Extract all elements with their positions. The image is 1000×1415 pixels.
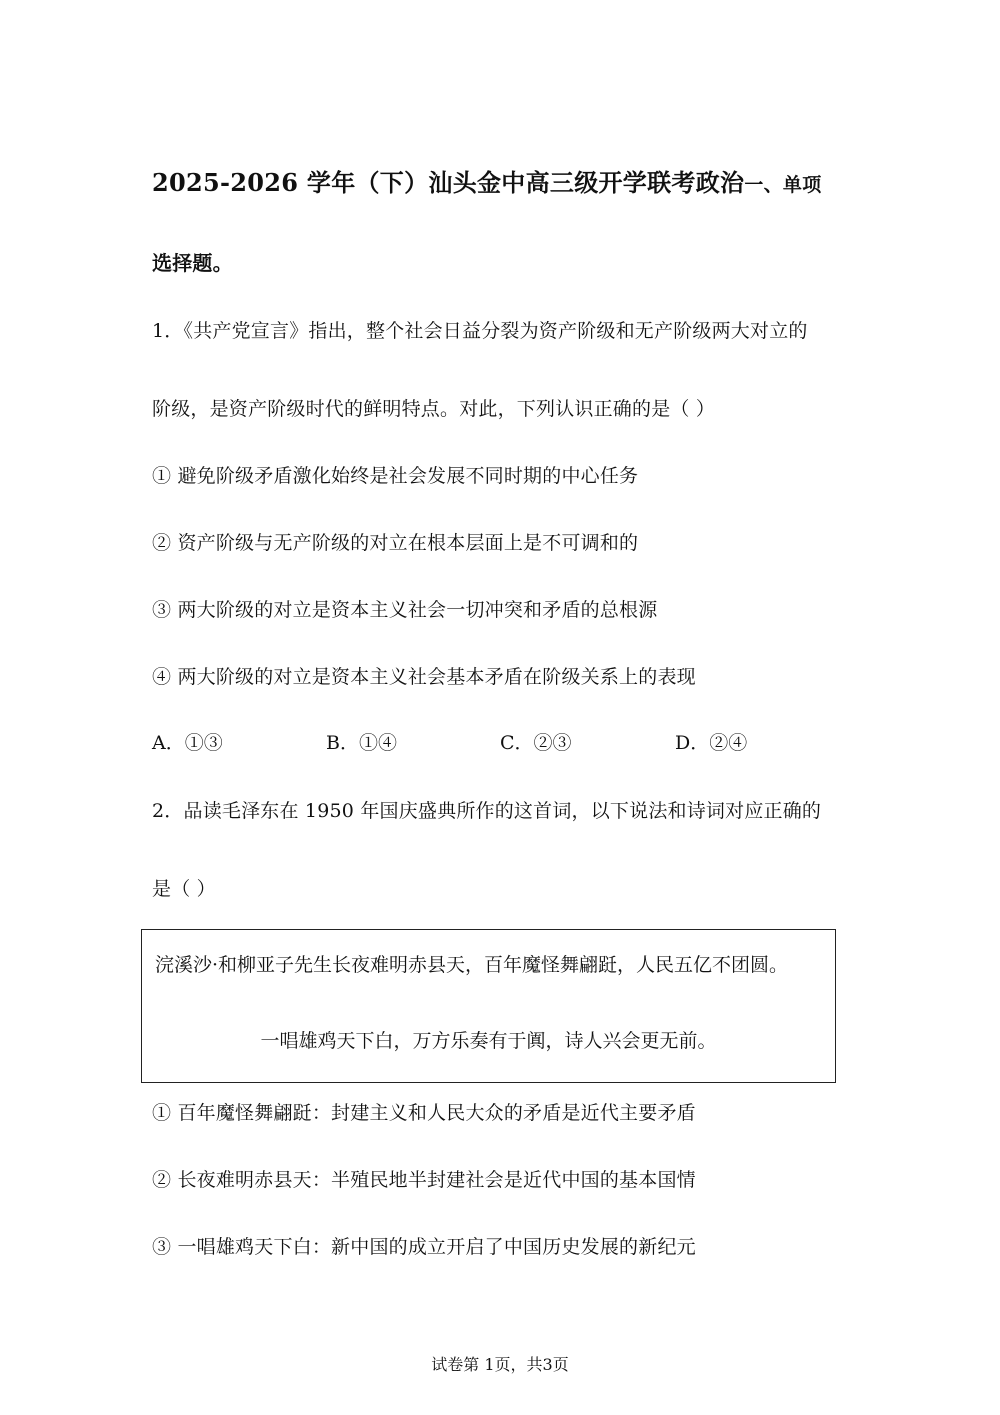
q2-item-2: ② 长夜难明赤县天：半殖民地半封建社会是近代中国的基本国情 (152, 1169, 696, 1191)
q1-stem-line1: 1．《共产党宣言》指出，整个社会日益分裂为资产阶级和无产阶级两大对立的 (152, 320, 808, 342)
q1-item-3: ③ 两大阶级的对立是资本主义社会一切冲突和矛盾的总根源 (152, 599, 658, 621)
q2-stem-line2: 是（ ） (152, 878, 216, 900)
section-heading: 选择题。 (152, 251, 233, 275)
q2-item-3: ③ 一唱雄鸡天下白：新中国的成立开启了中国历史发展的新纪元 (152, 1236, 696, 1258)
title-main: 2025-2026 学年（下）汕头金中高三级开学联考政治 (152, 168, 745, 197)
poem-box (141, 929, 836, 1083)
q1-option-a[interactable]: A．①③ (152, 732, 223, 754)
q1-item-1: ① 避免阶级矛盾激化始终是社会发展不同时期的中心任务 (152, 465, 639, 487)
title-tail: 一、单项 (744, 174, 822, 196)
q1-option-c[interactable]: C．②③ (500, 732, 572, 754)
q1-options (152, 730, 852, 756)
q2-item-1: ① 百年魔怪舞翩跹：封建主义和人民大众的矛盾是近代主要矛盾 (152, 1102, 696, 1124)
q2-stem-line1: 2．品读毛泽东在 1950 年国庆盛典所作的这首词，以下说法和诗词对应正确的 (152, 800, 822, 822)
q1-item-4: ④ 两大阶级的对立是资本主义社会基本矛盾在阶级关系上的表现 (152, 666, 696, 688)
poem-line-1: 浣溪沙·和柳亚子先生长夜难明赤县天，百年魔怪舞翩跹，人民五亿不团圆。 (155, 954, 789, 976)
q1-item-2: ② 资产阶级与无产阶级的对立在根本层面上是不可调和的 (152, 532, 639, 554)
q1-option-b[interactable]: B．①④ (326, 732, 397, 754)
q1-stem-line2: 阶级，是资产阶级时代的鲜明特点。对此，下列认识正确的是（ ） (152, 398, 716, 420)
poem-line-2: 一唱雄鸡天下白，万方乐奏有于阗，诗人兴会更无前。 (260, 1030, 717, 1052)
document-title (152, 170, 822, 198)
q1-option-d[interactable]: D．②④ (675, 732, 748, 754)
page-footer: 试卷第 1页，共3页 (431, 1355, 569, 1374)
